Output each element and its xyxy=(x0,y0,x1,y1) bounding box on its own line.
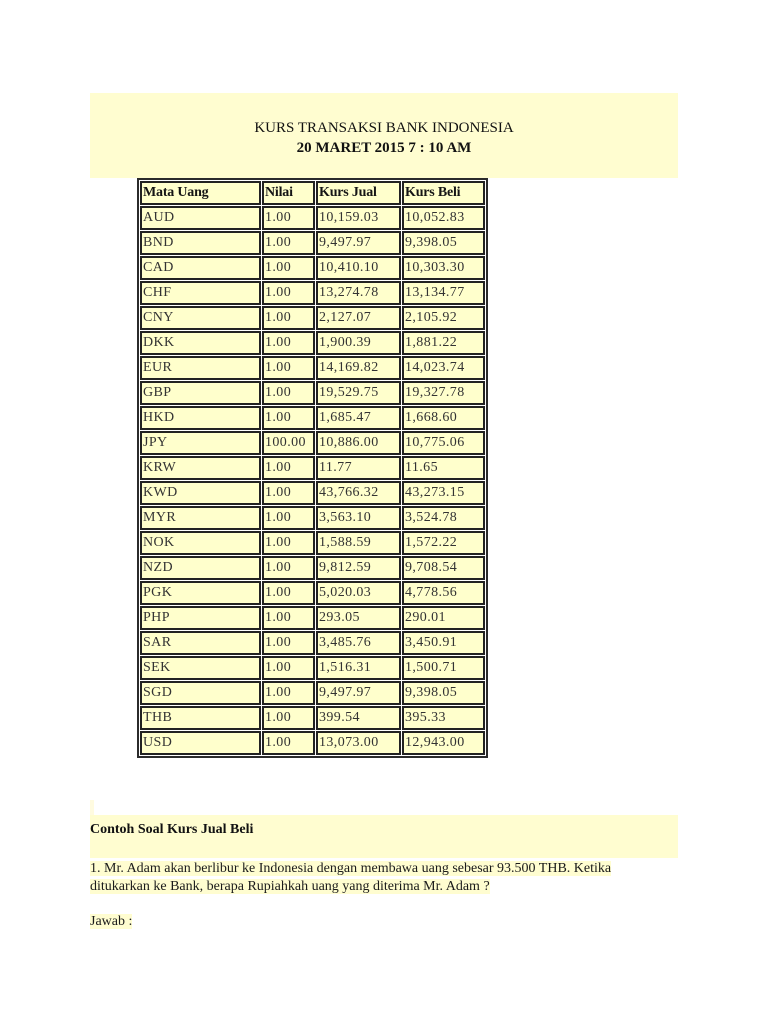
cell-currency: AUD xyxy=(140,206,261,230)
cell-buy-rate: 12,943.00 xyxy=(402,731,485,755)
cell-sell-rate: 9,497.97 xyxy=(316,231,401,255)
cell-currency: THB xyxy=(140,706,261,730)
cell-buy-rate: 1,500.71 xyxy=(402,656,485,680)
cell-value: 1.00 xyxy=(262,281,315,305)
question-line-2: ditukarkan ke Bank, berapa Rupiahkah uang yang diterima Mr. Adam ? xyxy=(90,879,490,894)
highlight-mark xyxy=(90,800,94,815)
cell-value: 1.00 xyxy=(262,331,315,355)
section-heading: Contoh Soal Kurs Jual Beli xyxy=(90,822,254,837)
cell-buy-rate: 9,398.05 xyxy=(402,681,485,705)
cell-value: 1.00 xyxy=(262,306,315,330)
cell-value: 100.00 xyxy=(262,431,315,455)
cell-buy-rate: 10,303.30 xyxy=(402,256,485,280)
table-row xyxy=(140,731,485,755)
cell-currency: CAD xyxy=(140,256,261,280)
cell-value: 1.00 xyxy=(262,531,315,555)
cell-currency: CNY xyxy=(140,306,261,330)
cell-value: 1.00 xyxy=(262,356,315,380)
table-row xyxy=(140,356,485,380)
cell-currency: KWD xyxy=(140,481,261,505)
cell-currency: HKD xyxy=(140,406,261,430)
table-row xyxy=(140,556,485,580)
cell-sell-rate: 13,073.00 xyxy=(316,731,401,755)
cell-value: 1.00 xyxy=(262,606,315,630)
cell-sell-rate: 9,812.59 xyxy=(316,556,401,580)
cell-buy-rate: 1,668.60 xyxy=(402,406,485,430)
cell-value: 1.00 xyxy=(262,706,315,730)
cell-sell-rate: 3,563.10 xyxy=(316,506,401,530)
cell-sell-rate: 1,685.47 xyxy=(316,406,401,430)
column-header-currency: Mata Uang xyxy=(140,181,261,205)
table-row xyxy=(140,631,485,655)
table-row xyxy=(140,581,485,605)
cell-buy-rate: 11.65 xyxy=(402,456,485,480)
cell-sell-rate: 19,529.75 xyxy=(316,381,401,405)
cell-currency: EUR xyxy=(140,356,261,380)
cell-buy-rate: 10,052.83 xyxy=(402,206,485,230)
cell-currency: SAR xyxy=(140,631,261,655)
cell-value: 1.00 xyxy=(262,231,315,255)
column-header-value: Nilai xyxy=(262,181,315,205)
cell-buy-rate: 4,778.56 xyxy=(402,581,485,605)
cell-value: 1.00 xyxy=(262,406,315,430)
table-header-row xyxy=(140,181,485,205)
cell-buy-rate: 19,327.78 xyxy=(402,381,485,405)
cell-sell-rate: 293.05 xyxy=(316,606,401,630)
cell-currency: GBP xyxy=(140,381,261,405)
question-line-1: 1. Mr. Adam akan berlibur ke Indonesia dengan membawa uang sebesar 93.500 THB. Ketika xyxy=(90,861,612,876)
table-row xyxy=(140,431,485,455)
cell-sell-rate: 10,159.03 xyxy=(316,206,401,230)
section-heading-band xyxy=(90,815,678,858)
cell-sell-rate: 5,020.03 xyxy=(316,581,401,605)
cell-sell-rate: 2,127.07 xyxy=(316,306,401,330)
cell-currency: DKK xyxy=(140,331,261,355)
page-date: 20 MARET 2015 7 : 10 AM xyxy=(296,140,472,156)
table-row xyxy=(140,331,485,355)
page-title: KURS TRANSAKSI BANK INDONESIA xyxy=(254,120,514,136)
table-row xyxy=(140,306,485,330)
exchange-rate-table xyxy=(137,178,488,758)
table-row xyxy=(140,231,485,255)
cell-currency: KRW xyxy=(140,456,261,480)
column-header-sell-rate: Kurs Jual xyxy=(316,181,401,205)
cell-value: 1.00 xyxy=(262,481,315,505)
header-box xyxy=(90,93,678,178)
table-row xyxy=(140,656,485,680)
cell-value: 1.00 xyxy=(262,381,315,405)
cell-currency: JPY xyxy=(140,431,261,455)
table-row xyxy=(140,406,485,430)
cell-currency: PHP xyxy=(140,606,261,630)
cell-value: 1.00 xyxy=(262,256,315,280)
cell-sell-rate: 9,497.97 xyxy=(316,681,401,705)
table-row xyxy=(140,606,485,630)
cell-buy-rate: 1,572.22 xyxy=(402,531,485,555)
table-row xyxy=(140,206,485,230)
cell-value: 1.00 xyxy=(262,631,315,655)
cell-sell-rate: 13,274.78 xyxy=(316,281,401,305)
cell-buy-rate: 13,134.77 xyxy=(402,281,485,305)
cell-sell-rate: 1,588.59 xyxy=(316,531,401,555)
cell-currency: SGD xyxy=(140,681,261,705)
cell-value: 1.00 xyxy=(262,681,315,705)
cell-sell-rate: 14,169.82 xyxy=(316,356,401,380)
cell-value: 1.00 xyxy=(262,206,315,230)
cell-value: 1.00 xyxy=(262,731,315,755)
answer-label: Jawab : xyxy=(90,914,133,929)
cell-sell-rate: 3,485.76 xyxy=(316,631,401,655)
cell-currency: BND xyxy=(140,231,261,255)
cell-buy-rate: 2,105.92 xyxy=(402,306,485,330)
table-row xyxy=(140,256,485,280)
cell-buy-rate: 395.33 xyxy=(402,706,485,730)
column-header-buy-rate: Kurs Beli xyxy=(402,181,485,205)
cell-sell-rate: 10,886.00 xyxy=(316,431,401,455)
table-row xyxy=(140,281,485,305)
answer-paragraph xyxy=(90,913,132,931)
cell-value: 1.00 xyxy=(262,656,315,680)
cell-buy-rate: 10,775.06 xyxy=(402,431,485,455)
cell-sell-rate: 43,766.32 xyxy=(316,481,401,505)
cell-currency: SEK xyxy=(140,656,261,680)
cell-sell-rate: 1,900.39 xyxy=(316,331,401,355)
cell-currency: NOK xyxy=(140,531,261,555)
cell-value: 1.00 xyxy=(262,506,315,530)
cell-currency: MYR xyxy=(140,506,261,530)
cell-buy-rate: 290.01 xyxy=(402,606,485,630)
table-row xyxy=(140,706,485,730)
cell-currency: USD xyxy=(140,731,261,755)
cell-buy-rate: 1,881.22 xyxy=(402,331,485,355)
cell-buy-rate: 3,524.78 xyxy=(402,506,485,530)
cell-currency: CHF xyxy=(140,281,261,305)
table-row xyxy=(140,531,485,555)
table-body xyxy=(140,206,485,755)
cell-value: 1.00 xyxy=(262,456,315,480)
cell-value: 1.00 xyxy=(262,581,315,605)
cell-buy-rate: 43,273.15 xyxy=(402,481,485,505)
table-row xyxy=(140,381,485,405)
table-row xyxy=(140,506,485,530)
cell-currency: NZD xyxy=(140,556,261,580)
cell-sell-rate: 10,410.10 xyxy=(316,256,401,280)
cell-buy-rate: 9,398.05 xyxy=(402,231,485,255)
table-row xyxy=(140,481,485,505)
table-row xyxy=(140,681,485,705)
cell-buy-rate: 14,023.74 xyxy=(402,356,485,380)
cell-sell-rate: 399.54 xyxy=(316,706,401,730)
cell-sell-rate: 1,516.31 xyxy=(316,656,401,680)
cell-buy-rate: 9,708.54 xyxy=(402,556,485,580)
cell-value: 1.00 xyxy=(262,556,315,580)
cell-currency: PGK xyxy=(140,581,261,605)
question-paragraph xyxy=(90,860,680,896)
table-row xyxy=(140,456,485,480)
cell-sell-rate: 11.77 xyxy=(316,456,401,480)
cell-buy-rate: 3,450.91 xyxy=(402,631,485,655)
